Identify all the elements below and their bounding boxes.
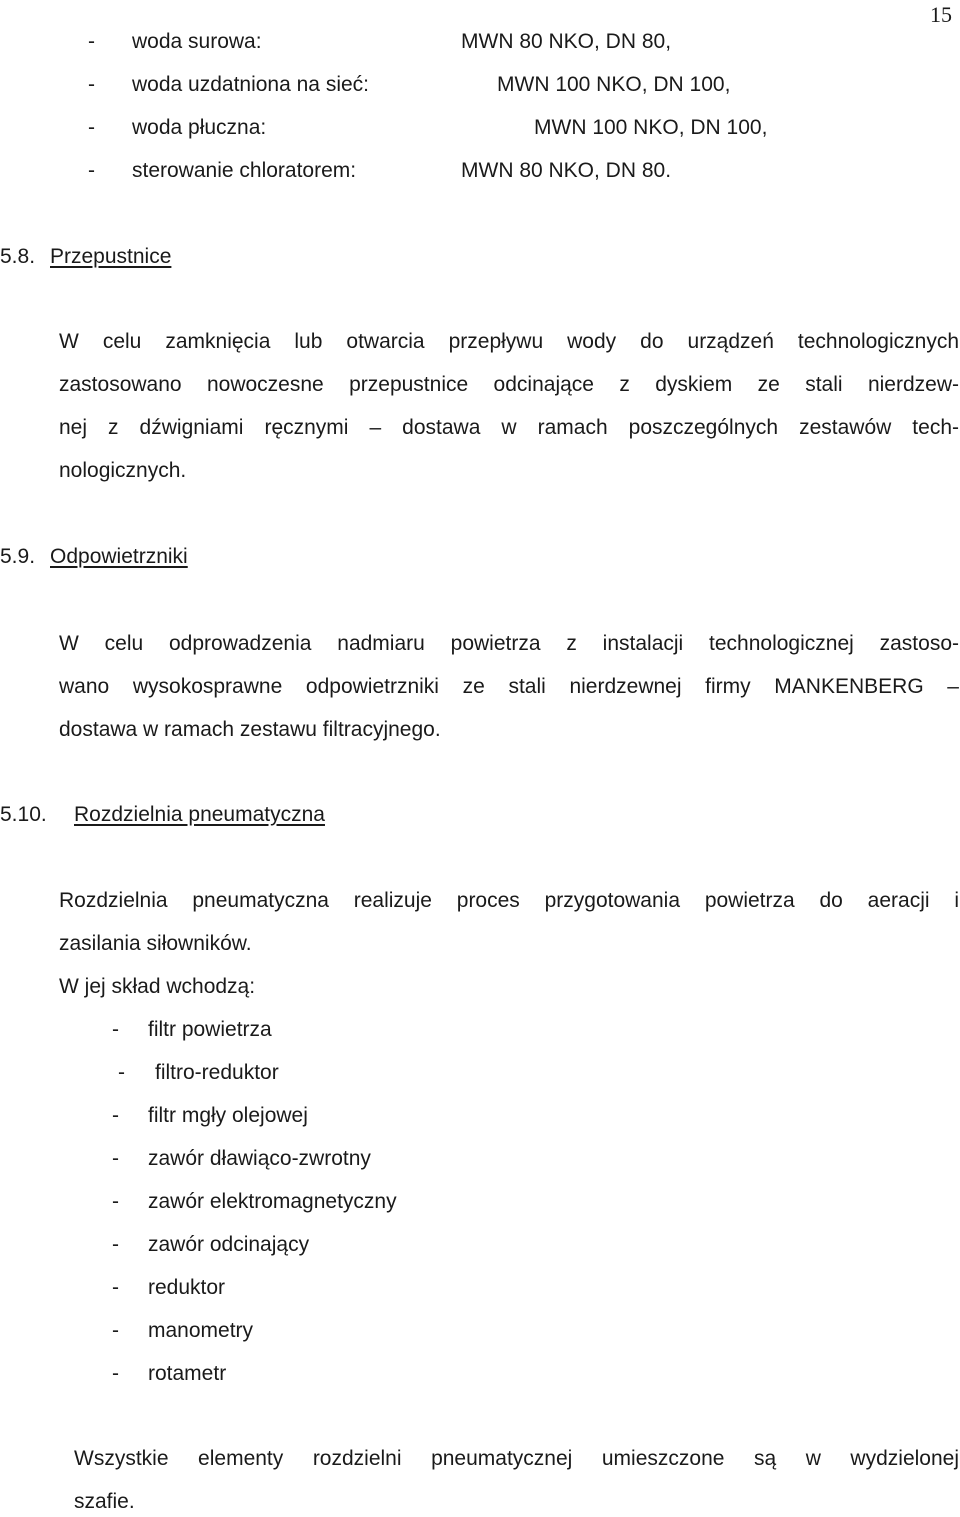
paragraph-line: dostawa w ramach zestawu filtracyjnego. xyxy=(59,718,441,741)
list-dash: - xyxy=(118,1061,125,1084)
list-dash: - xyxy=(88,73,95,96)
list-item: filtro-reduktor xyxy=(155,1061,279,1084)
paragraph-line: wano wysokosprawne odpowietrzniki ze stali nierdzewnej firmy MANKENBERG – xyxy=(59,675,959,698)
list-dash: - xyxy=(112,1233,119,1256)
list-item-label: sterowanie chloratorem: xyxy=(132,159,357,182)
list-item: zawór elektromagnetyczny xyxy=(148,1190,397,1213)
list-item-value: MWN 100 NKO, DN 100, xyxy=(497,73,731,96)
list-item: zawór odcinający xyxy=(148,1233,310,1256)
list-dash: - xyxy=(88,30,95,53)
paragraph-line: Rozdzielnia pneumatyczna realizuje proces przygotowania powietrza do aeracji i xyxy=(59,889,959,912)
list-item-value: MWN 100 NKO, DN 100, xyxy=(534,116,768,139)
section-title: Rozdzielnia pneumatyczna xyxy=(74,803,325,826)
section-title: Przepustnice xyxy=(50,245,172,268)
list-dash: - xyxy=(88,159,95,182)
list-item: zawór dławiąco-zwrotny xyxy=(148,1147,371,1170)
list-dash: - xyxy=(88,116,95,139)
paragraph-line: W celu zamknięcia lub otwarcia przepływu wody do urządzeń technologicznych xyxy=(59,330,959,353)
paragraph-line: nej z dźwigniami ręcznymi – dostawa w ramach poszczególnych zestawów tech- xyxy=(59,416,959,439)
list-dash: - xyxy=(112,1190,119,1213)
section-title: Odpowietrzniki xyxy=(50,545,188,568)
list-item-label: woda uzdatniona na sieć: xyxy=(132,73,369,96)
list-dash: - xyxy=(112,1276,119,1299)
section-number: 5.9. xyxy=(0,545,36,568)
paragraph-line: nologicznych. xyxy=(59,459,187,482)
list-dash: - xyxy=(112,1147,119,1170)
paragraph-line: W celu odprowadzenia nadmiaru powietrza z instalacji technologicznej zastoso- xyxy=(59,632,959,655)
list-dash: - xyxy=(112,1362,119,1385)
page-number: 15 xyxy=(930,2,952,27)
paragraph-line: Wszystkie elementy rozdzielni pneumatycznej umieszczone są w wydzielonej xyxy=(74,1447,959,1470)
paragraph-line: szafie. xyxy=(74,1490,135,1513)
list-item: filtr powietrza xyxy=(148,1018,272,1041)
paragraph-line: zasilania siłowników. xyxy=(59,932,252,955)
list-item-label: woda płuczna: xyxy=(132,116,267,139)
list-item-value: MWN 80 NKO, DN 80. xyxy=(461,159,672,182)
section-number: 5.8. xyxy=(0,245,36,268)
paragraph-line: W jej skład wchodzą: xyxy=(59,975,256,998)
list-item: rotametr xyxy=(148,1362,227,1385)
list-dash: - xyxy=(112,1104,119,1127)
list-item: manometry xyxy=(148,1319,254,1342)
list-dash: - xyxy=(112,1018,119,1041)
list-item: reduktor xyxy=(148,1276,226,1299)
list-item-label: woda surowa: xyxy=(132,30,262,53)
paragraph-line: zastosowano nowoczesne przepustnice odcinające z dyskiem ze stali nierdzew- xyxy=(59,373,959,396)
list-item-value: MWN 80 NKO, DN 80, xyxy=(461,30,672,53)
section-number: 5.10. xyxy=(0,803,47,826)
list-dash: - xyxy=(112,1319,119,1342)
list-item: filtr mgły olejowej xyxy=(148,1104,308,1127)
